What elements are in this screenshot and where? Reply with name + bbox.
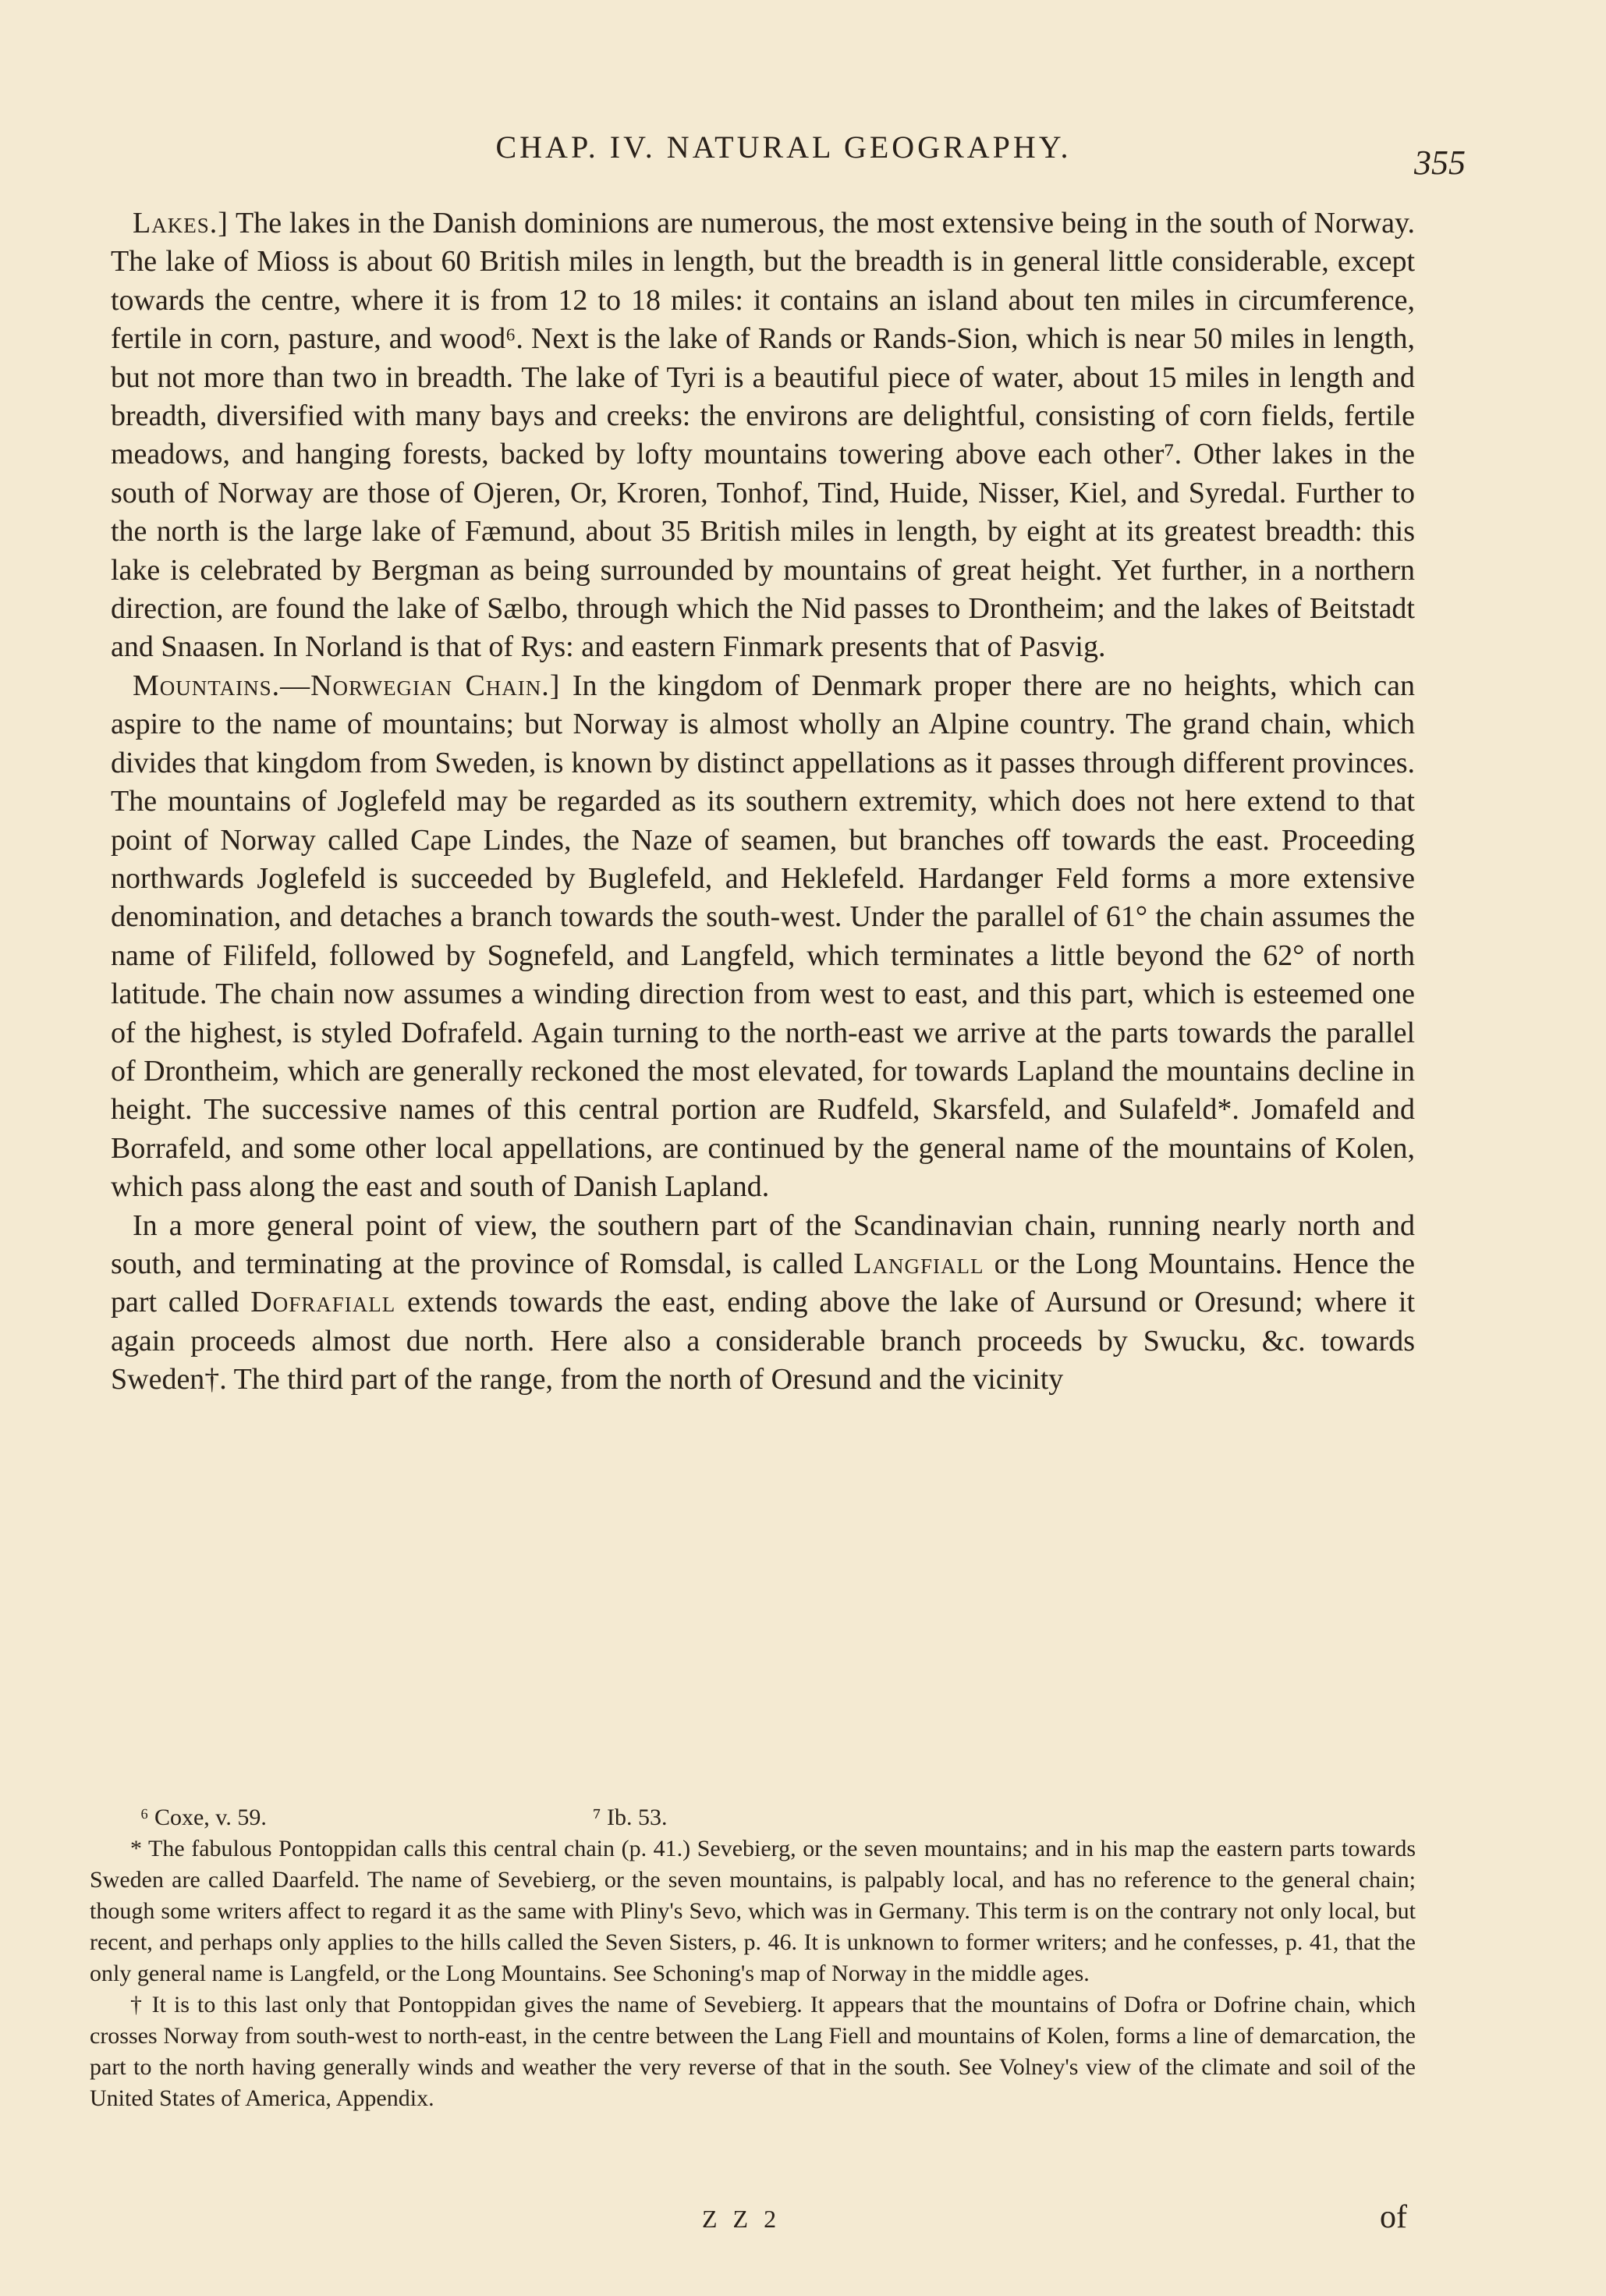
paragraph-lakes-text: The lakes in the Danish dominions are numerous, the most extensive being in the south of Norway. The lake of Mioss is about 60 British miles in length, but the breadth is in general little considerable, except towards the centre, where it is from 12 to 18 miles: it contains an island about ten miles in circumference, fertile in corn, pasture, and wood⁶. Next is the lake of Rands or Rands-Sion, which is near 50 miles in length, but not more than two in breadth. The lake of Tyri is a beautiful piece of water, about 15 miles in length and breadth, diversified with many bays and creeks: the environs are delightful, consisting of corn fields, fertile meadows, and hanging forests, backed by lofty mountains towering above each other⁷. Other lakes in the south of Norway are those of Ojeren, Or, Kroren, Tonhof, Tind, Huide, Nisser, Kiel, and Syredal. Further to the north is the large lake of Fæmund, about 35 British miles in length, by eight at its greatest breadth: this lake is celebrated by Bergman as being surrounded by mountains of great height. Yet further, in a northern direction, are found the lake of Sælbo, through which the Nid passes to Drontheim; and the lakes of Beitstadt and Snaasen. In Norland is that of Rys: and eastern Finmark presents that of Pasvig.	[111, 207, 1415, 664]
page-header	[101, 129, 1466, 182]
paragraph-general-view-part-c: extends towards the east, ending above the lake of Aursund or Oresund; where it again proceeds almost due north. Here also a considerable branch proceeds by Swucku, &c. towards Sweden†. The third part of the range, from the north of Oresund and the vicinity	[111, 1286, 1415, 1396]
footnote-star: * The fabulous Pontoppidan calls this central chain (p. 41.) Sevebierg, or the seven mountains; and in his map the eastern parts towards Sweden are called Daarfeld. The name of Sevebierg, or the seven mountains, is palpably local, and has no reference to the general chain; though some writers affect to regard it as the same with Pliny's Sevo, which was in Germany. This term is on the contrary not only local, but recent, and perhaps only applies to the hills called the Seven Sisters, p. 46. It is unknown to former writers; and he confesses, p. 41, that the only general name is Langfeld, or the Long Mountains. See Schoning's map of Norway in the middle ages.	[90, 1836, 1416, 1986]
paragraph-mountains-text: In the kingdom of Denmark proper there are no heights, which can aspire to the name of mountains; but Norway is almost wholly an Alpine country. The grand chain, which divides that kingdom from Sweden, is known by distinct appellations as it passes through different provinces. The mountains of Joglefeld may be regarded as its southern extremity, which does not here extend to that point of Norway called Cape Lindes, the Naze of seamen, but branches off towards the east. Proceeding northwards Joglefeld is succeeded by Buglefeld, and Heklefeld. Hardanger Feld forms a more extensive denomination, and detaches a branch towards the south-west. Under the parallel of 61° the chain assumes the name of Filifeld, followed by Sognefeld, and Langfeld, which terminates a little beyond the 62° of north latitude. The chain now assumes a winding direction from west to east, and this part, which is esteemed one of the highest, is styled Dofrafeld. Again turning to the north-east we arrive at the parts towards the parallel of Drontheim, which are generally reckoned the most elevated, for towards Lapland the mountains decline in height. The successive names of this central portion are Rudfeld, Skarsfeld, and Sulafeld*. Jomafeld and Borrafeld, and some other local appellations, are continued by the general name of the mountains of Kolen, which pass along the east and south of Danish Lapland.	[111, 669, 1416, 1204]
paragraph-mountains	[111, 667, 1415, 1207]
page-number: 355	[1414, 144, 1466, 182]
footnote-references	[90, 1802, 1416, 1833]
main-text	[111, 204, 1415, 1400]
paragraph-general-view-part-a: In a more general point of view, the southern part of the Scandinavian chain, running nearly north and south, and terminating at the province of Romsdal, is called	[111, 1208, 1415, 1280]
section-heading-mountains: Mountains.—Norwegian Chain.]	[133, 669, 561, 702]
term-dofrafiall: Dofrafiall	[250, 1286, 396, 1319]
paragraph-general-view	[111, 1207, 1415, 1400]
catchword: of	[1380, 2199, 1407, 2235]
footnote-dagger: † It is to this last only that Pontoppidan gives the name of Sevebierg. It appears that the mountains of Dofra or Dofrine chain, which crosses Norway from south-west to north-east, in the centre between the Lang Fiell and mountains of Kolen, forms a line of demarcation, the part to the north having generally winds and weather the very reverse of that in the south. See Volney's view of the climate and soil of the United States of America, Appendix.	[90, 1992, 1416, 2111]
footnote-7: ⁷ Ib. 53.	[593, 1805, 668, 1830]
running-head: CHAP. IV. NATURAL GEOGRAPHY.	[495, 130, 1072, 165]
footnotes	[90, 1802, 1416, 2114]
section-heading-lakes: Lakes.]	[133, 207, 229, 240]
footnote-6: ⁶ Coxe, v. 59.	[140, 1805, 267, 1830]
paragraph-general-view-part-b: or the Long Mountains. Hence the part called	[111, 1247, 1416, 1319]
page-footer	[101, 2198, 1407, 2237]
signature-mark: Z Z 2	[702, 2205, 782, 2233]
paragraph-lakes	[111, 204, 1415, 667]
term-langfiall: Langfiall	[853, 1247, 984, 1280]
